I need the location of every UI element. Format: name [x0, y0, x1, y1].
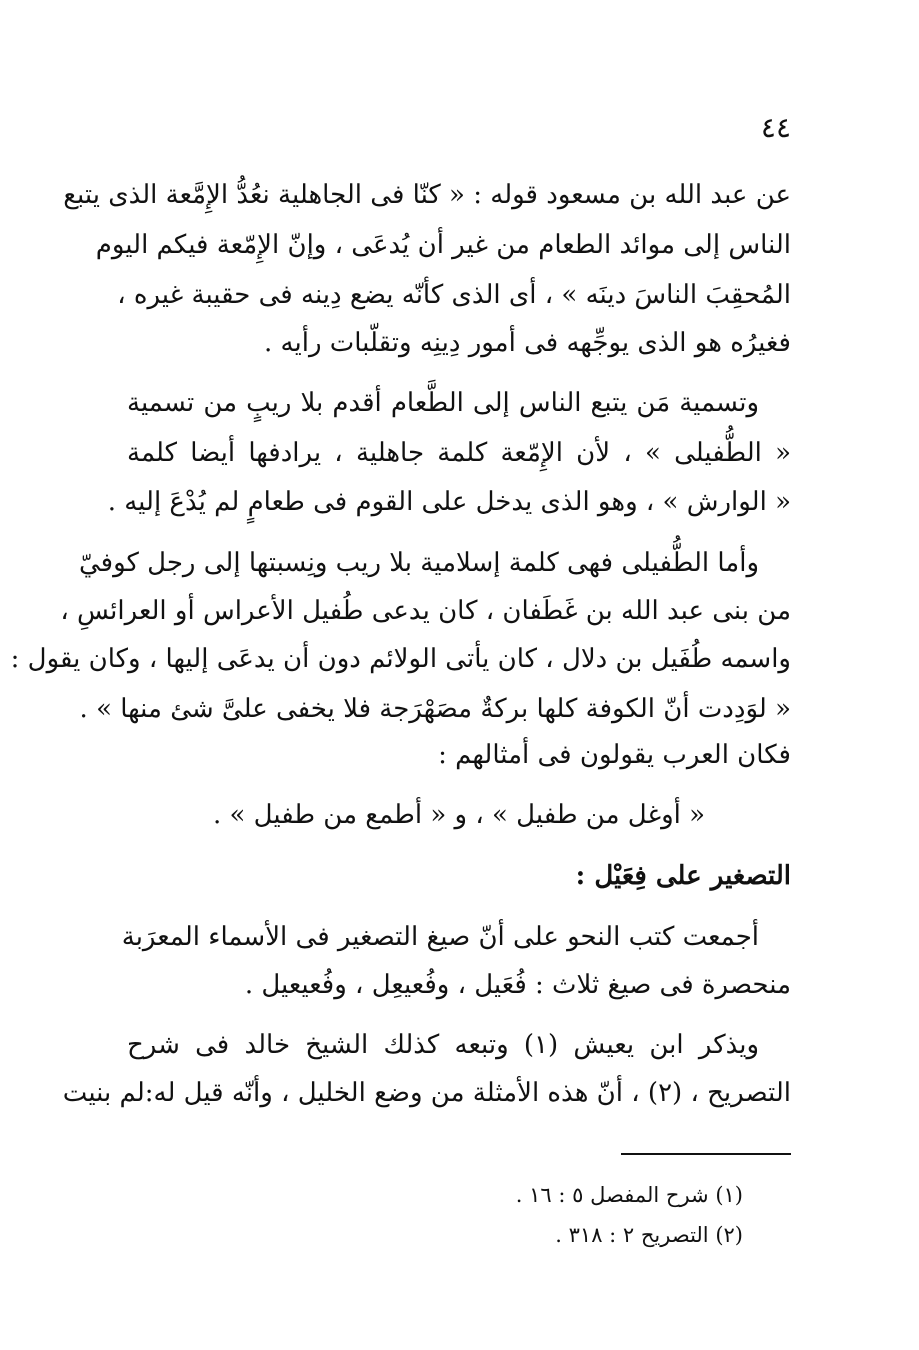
paragraph-5-line-1: أجمعت كتب النحو على أنّ صيغ التصغير فى الأسماء المعرَبة — [121, 922, 759, 952]
paragraph-3-line-3: واسمه طُفَيل بن دلال ، كان يأتى الولائم دون أن يدعَى إليها ، وكان يقول : — [10, 644, 791, 674]
paragraph-1-line-2: الناس إلى موائد الطعام من غير أن يُدعَى ، وإنّ الإِمّعة فيكم اليوم — [95, 230, 791, 260]
footnote-divider — [621, 1153, 791, 1155]
paragraph-1-line-3: المُحقِبَ الناسَ دينَه » ، أى الذى كأنّه يضع دِينه فى حقيبة غيره ، — [117, 280, 791, 310]
section-heading: التصغير على فِعَيْل : — [575, 861, 791, 891]
footnote-2: (٢) التصريح ٢ : ٣١٨ . — [555, 1223, 743, 1247]
paragraph-3-line-2: من بنى عبد الله بن غَطَفان ، كان يدعى طُفيل الأعراس أو العرائسِ ، — [60, 596, 791, 626]
proverbs-line: « أوغل من طفيل » ، و « أطمع من طفيل » . — [212, 800, 706, 830]
page-number: ٤٤ — [760, 111, 791, 144]
paragraph-3-line-4: « لوَدِدت أنّ الكوفة كلها بركةٌ مصَهْرَجة فلا يخفى علىَّ شئ منها » . — [79, 694, 791, 724]
paragraph-2-line-3: « الوارش » ، وهو الذى يدخل على القوم فى طعامٍ لم يُدْعَ إليه . — [107, 487, 791, 517]
paragraph-2-line-1: وتسمية مَن يتبع الناس إلى الطَّعام أقدم بلا ريبٍ من تسمية — [127, 388, 759, 418]
footnote-1: (١) شرح المفصل ٥ : ١٦ . — [515, 1183, 743, 1207]
paragraph-1-line-1: عن عبد الله بن مسعود قوله : « كنّا فى الجاهلية نعُدُّ الإِمَّعة الذى يتبع — [63, 180, 791, 210]
paragraph-3-line-1: وأما الطُّفيلى فهى كلمة إسلامية بلا ريب ونِسبتها إلى رجل كوفيّ — [79, 548, 759, 578]
paragraph-6-line-1: ويذكر ابن يعيش (١) وتبعه كذلك الشيخ خالد فى شرح — [127, 1030, 760, 1060]
paragraph-2-line-2: « الطُّفيلى » ، لأن الإِمّعة كلمة جاهلية ، يرادفها أيضا كلمة — [127, 438, 791, 468]
paragraph-5-line-2: منحصرة فى صيغ ثلاث : فُعَيل ، وفُعيعِل ، وفُعيعيل . — [244, 970, 791, 1000]
paragraph-3-line-5: فكان العرب يقولون فى أمثالهم : — [438, 740, 791, 770]
paragraph-6-line-2: التصريح ، (٢) ، أنّ هذه الأمثلة من وضع الخليل ، وأنّه قيل له:لم بنيت — [62, 1078, 791, 1108]
paragraph-1-line-4: فغيرُه هو الذى يوجِّهه فى أمور دِينِه وتقلّبات رأيه . — [264, 328, 791, 358]
